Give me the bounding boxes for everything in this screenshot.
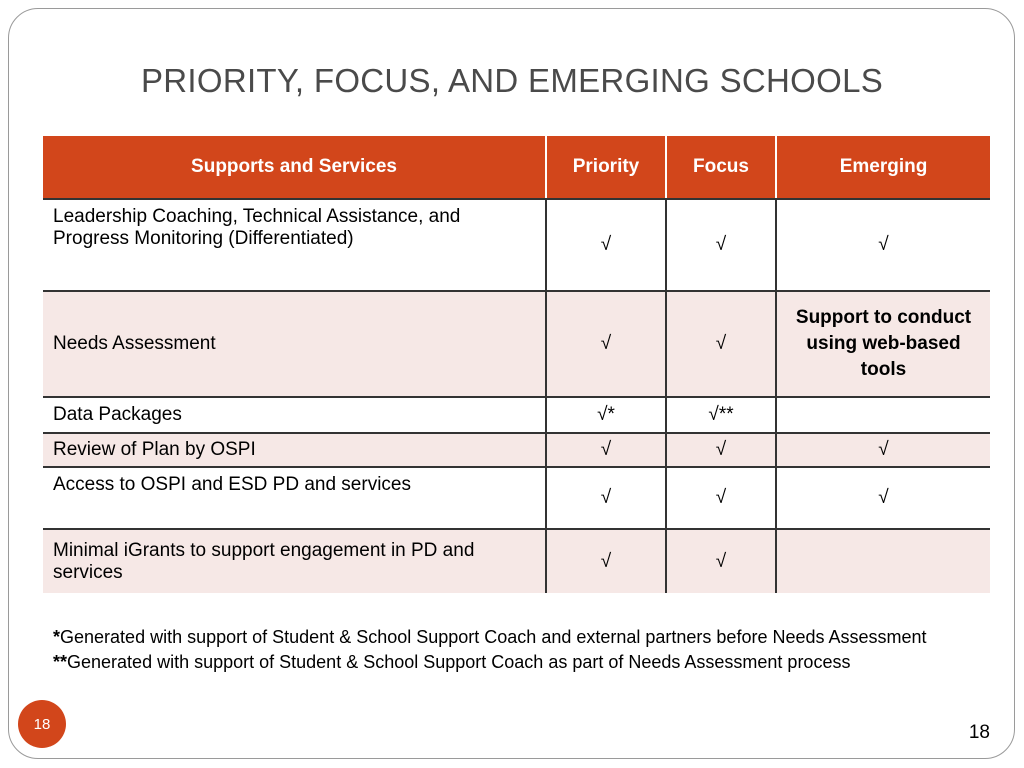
focus-cell: √ (666, 199, 776, 291)
table-row (43, 199, 990, 291)
header-emerging: Emerging (776, 136, 990, 199)
header-focus: Focus (666, 136, 776, 199)
page-number: 18 (968, 722, 990, 743)
priority-cell: √ (546, 433, 666, 467)
header-priority: Priority (546, 136, 666, 199)
focus-cell: √ (666, 291, 776, 397)
slide-number-badge: 18 (18, 700, 66, 748)
emerging-cell: √ (776, 433, 990, 467)
focus-cell: √** (666, 397, 776, 433)
footnote-marker: * (53, 627, 61, 647)
emerging-cell (776, 529, 990, 593)
table-row (43, 397, 990, 433)
emerging-cell (776, 397, 990, 433)
service-cell: Minimal iGrants to support engagement in PD and services (43, 529, 546, 593)
footnote-marker: ** (53, 652, 68, 672)
supports-table (43, 136, 990, 593)
emerging-cell: Support to conduct using web-based tools (776, 291, 990, 397)
priority-cell: √ (546, 467, 666, 529)
footnote (53, 625, 993, 650)
emerging-cell: √ (776, 467, 990, 529)
service-cell: Review of Plan by OSPI (43, 433, 546, 467)
table-row (43, 529, 990, 593)
table-row (43, 433, 990, 467)
service-cell: Access to OSPI and ESD PD and services (43, 467, 546, 529)
service-cell: Leadership Coaching, Technical Assistance, and Progress Monitoring (Differentiated) (43, 199, 546, 291)
footnotes (53, 625, 993, 675)
focus-cell: √ (666, 529, 776, 593)
focus-cell: √ (666, 467, 776, 529)
focus-cell: √ (666, 433, 776, 467)
footnote (53, 650, 993, 675)
emerging-cell: √ (776, 199, 990, 291)
footnote-text: Generated with support of Student & School Support Coach as part of Needs Assessment process (67, 652, 851, 672)
service-cell: Needs Assessment (43, 291, 546, 397)
header-supports-and-services: Supports and Services (43, 136, 546, 199)
priority-cell: √ (546, 199, 666, 291)
table-row (43, 291, 990, 397)
slide-title: PRIORITY, FOCUS, AND EMERGING SCHOOLS (140, 62, 884, 99)
priority-cell: √ (546, 291, 666, 397)
priority-cell: √* (546, 397, 666, 433)
table-header-row (43, 136, 990, 199)
table-row (43, 467, 990, 529)
footnote-text: Generated with support of Student & School Support Coach and external partners before Needs Assessment (60, 627, 927, 647)
priority-cell: √ (546, 529, 666, 593)
service-cell: Data Packages (43, 397, 546, 433)
